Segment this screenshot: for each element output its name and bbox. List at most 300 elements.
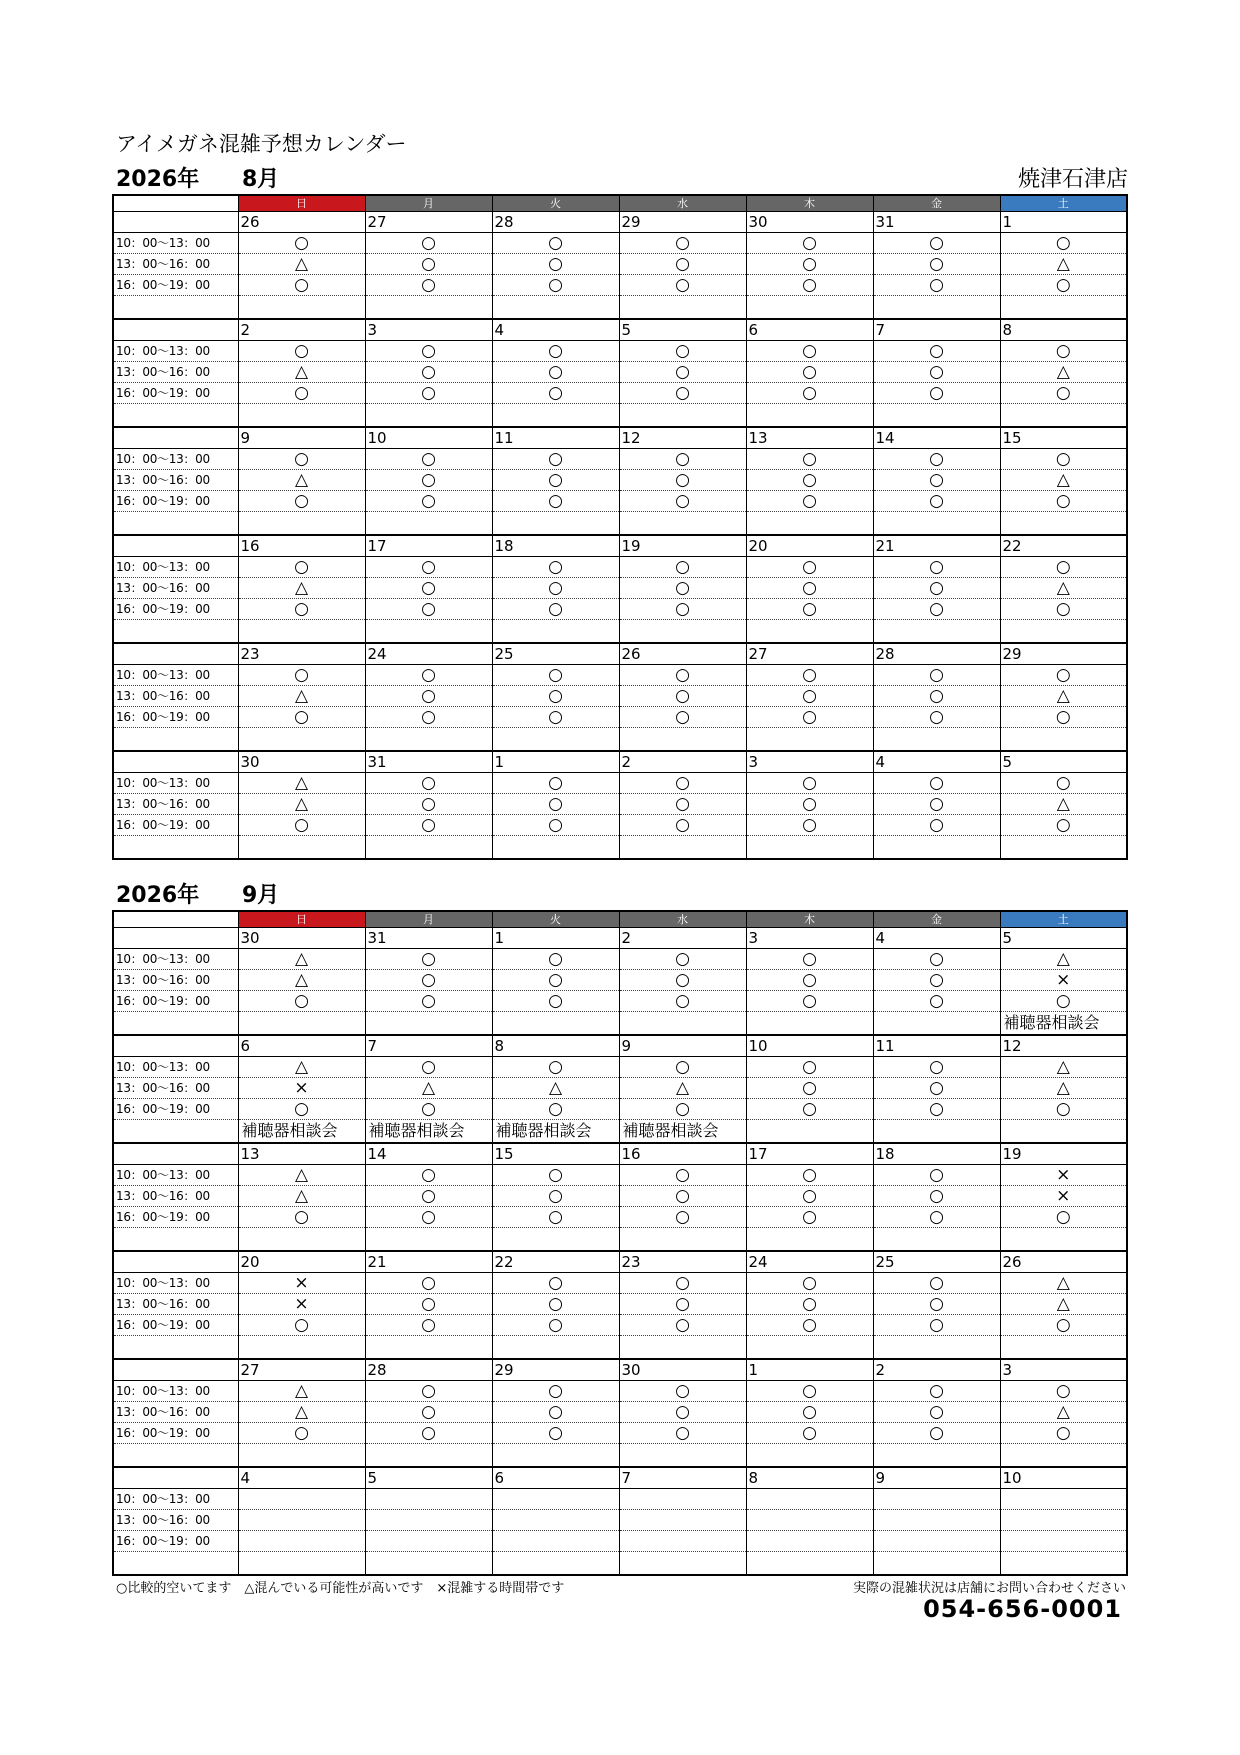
year-label: 2026年 (116, 883, 200, 908)
congestion-mark: ○ (746, 1315, 873, 1336)
event-note (746, 728, 873, 752)
date-cell: 29 (1000, 643, 1127, 665)
congestion-mark: ○ (365, 1315, 492, 1336)
congestion-mark: △ (238, 254, 365, 275)
congestion-mark: ○ (365, 1381, 492, 1402)
time-slot-row (113, 1402, 1127, 1423)
date-cell: 12 (1000, 1035, 1127, 1057)
time-slot-row (113, 949, 1127, 970)
congestion-mark: △ (1000, 949, 1127, 970)
congestion-mark: ○ (492, 686, 619, 707)
congestion-mark: ○ (492, 1402, 619, 1423)
event-note (238, 1012, 365, 1036)
congestion-mark: △ (1000, 578, 1127, 599)
date-cell: 3 (1000, 1359, 1127, 1381)
congestion-mark: ○ (365, 275, 492, 296)
date-cell: 8 (1000, 319, 1127, 341)
date-cell: 27 (365, 212, 492, 233)
time-slot-label: 13：00～16：00 (113, 970, 238, 991)
time-slot-row (113, 254, 1127, 275)
event-note (1000, 728, 1127, 752)
congestion-mark: ○ (238, 341, 365, 362)
congestion-mark: ○ (1000, 383, 1127, 404)
congestion-mark: ○ (873, 254, 1000, 275)
event-note (1000, 296, 1127, 320)
event-note (365, 1336, 492, 1360)
time-slot-row (113, 491, 1127, 512)
event-note: 補聴器相談会 (492, 1120, 619, 1144)
congestion-mark: ○ (365, 578, 492, 599)
event-note (492, 1444, 619, 1468)
event-note (238, 1552, 365, 1576)
congestion-mark: × (1000, 970, 1127, 991)
date-cell: 28 (365, 1359, 492, 1381)
congestion-mark: ○ (619, 1207, 746, 1228)
time-slot-label: 10：00～13：00 (113, 1381, 238, 1402)
congestion-mark: △ (619, 1078, 746, 1099)
congestion-mark: ○ (238, 665, 365, 686)
event-note (1000, 620, 1127, 644)
note-label-cell (113, 1228, 238, 1252)
year-label: 2026年 (116, 167, 200, 192)
date-cell: 23 (619, 1251, 746, 1273)
congestion-mark: ○ (746, 686, 873, 707)
weekday-header: 月 (365, 911, 492, 928)
event-note (873, 1444, 1000, 1468)
date-cell: 5 (1000, 751, 1127, 773)
event-note (238, 1444, 365, 1468)
date-cell: 10 (746, 1035, 873, 1057)
event-note (365, 1552, 492, 1576)
note-label-cell (113, 1552, 238, 1576)
congestion-mark: ○ (619, 491, 746, 512)
time-slot-row (113, 1057, 1127, 1078)
congestion-mark: ○ (365, 599, 492, 620)
time-slot-label: 10：00～13：00 (113, 1489, 238, 1510)
congestion-mark: △ (492, 1078, 619, 1099)
date-cell: 4 (873, 751, 1000, 773)
event-note (1000, 1552, 1127, 1576)
date-cell: 1 (492, 928, 619, 949)
time-slot-row (113, 1186, 1127, 1207)
phone-number[interactable]: 054-656-0001 (923, 1595, 1122, 1623)
time-slot-row (113, 794, 1127, 815)
congestion-mark: ○ (746, 599, 873, 620)
note-label-cell (113, 1120, 238, 1144)
note-label-cell (113, 404, 238, 428)
congestion-mark: ○ (619, 557, 746, 578)
date-cell: 16 (619, 1143, 746, 1165)
congestion-mark: ○ (746, 275, 873, 296)
congestion-mark: ○ (238, 275, 365, 296)
congestion-mark: ○ (619, 233, 746, 254)
congestion-mark: ○ (746, 233, 873, 254)
weekday-header: 火 (492, 195, 619, 212)
congestion-mark: ○ (492, 1099, 619, 1120)
event-note (746, 404, 873, 428)
calendar-august (112, 194, 1128, 860)
congestion-mark: ○ (873, 794, 1000, 815)
congestion-mark: ○ (746, 970, 873, 991)
congestion-mark: ○ (365, 665, 492, 686)
time-slot-row (113, 970, 1127, 991)
congestion-mark: ○ (746, 254, 873, 275)
date-cell: 20 (238, 1251, 365, 1273)
congestion-mark (365, 1510, 492, 1531)
time-slot-label: 13：00～16：00 (113, 578, 238, 599)
weekday-header: 金 (873, 911, 1000, 928)
congestion-mark: △ (1000, 1402, 1127, 1423)
congestion-mark: ○ (873, 1165, 1000, 1186)
date-cell: 31 (365, 751, 492, 773)
event-note (619, 512, 746, 536)
congestion-mark (746, 1510, 873, 1531)
header-blank-cell (113, 195, 238, 212)
event-note (873, 404, 1000, 428)
congestion-mark: ○ (365, 686, 492, 707)
note-label-cell (113, 296, 238, 320)
event-note (492, 728, 619, 752)
congestion-mark: △ (1000, 1078, 1127, 1099)
congestion-mark: ○ (873, 341, 1000, 362)
congestion-mark: ○ (746, 578, 873, 599)
congestion-mark: ○ (238, 1315, 365, 1336)
congestion-mark: ○ (365, 470, 492, 491)
congestion-mark: △ (238, 470, 365, 491)
event-note-row (113, 836, 1127, 860)
congestion-mark: ○ (746, 491, 873, 512)
congestion-mark: △ (1000, 1057, 1127, 1078)
event-note: 補聴器相談会 (619, 1120, 746, 1144)
note-label-cell (113, 1444, 238, 1468)
event-note (365, 512, 492, 536)
time-slot-row (113, 991, 1127, 1012)
event-note (492, 1012, 619, 1036)
congestion-mark: ○ (746, 1381, 873, 1402)
congestion-mark: ○ (873, 1078, 1000, 1099)
date-cell: 1 (746, 1359, 873, 1381)
date-cell: 5 (619, 319, 746, 341)
event-note (873, 1228, 1000, 1252)
congestion-mark: ○ (365, 362, 492, 383)
congestion-mark: ○ (746, 1078, 873, 1099)
event-note (238, 836, 365, 860)
event-note-row (113, 1552, 1127, 1576)
event-note (746, 512, 873, 536)
event-note (746, 1552, 873, 1576)
date-cell: 8 (492, 1035, 619, 1057)
congestion-mark: ○ (365, 794, 492, 815)
congestion-mark: ○ (1000, 773, 1127, 794)
congestion-mark: × (1000, 1165, 1127, 1186)
congestion-mark: ○ (492, 254, 619, 275)
time-slot-label: 16：00～19：00 (113, 1315, 238, 1336)
week-date-row (113, 928, 1127, 949)
congestion-mark: ○ (746, 949, 873, 970)
congestion-mark: ○ (619, 815, 746, 836)
event-note (873, 1012, 1000, 1036)
time-slot-label: 13：00～16：00 (113, 686, 238, 707)
congestion-mark: ○ (746, 991, 873, 1012)
month-label: 8月 (242, 167, 280, 192)
legend: ○比較的空いてます △混んでいる可能性が高いです ×混雑する時間帯です (116, 1581, 565, 1596)
time-slot-label: 13：00～16：00 (113, 1078, 238, 1099)
week-date-row (113, 643, 1127, 665)
time-slot-label: 13：00～16：00 (113, 794, 238, 815)
time-slot-label: 13：00～16：00 (113, 362, 238, 383)
congestion-mark: ○ (746, 794, 873, 815)
time-slot-row (113, 1315, 1127, 1336)
congestion-mark: ○ (365, 707, 492, 728)
calendar-september (112, 910, 1128, 1576)
time-slot-label: 10：00～13：00 (113, 773, 238, 794)
date-cell: 14 (873, 427, 1000, 449)
congestion-mark: ○ (492, 1057, 619, 1078)
weekday-header: 月 (365, 195, 492, 212)
event-note-row (113, 1228, 1127, 1252)
time-slot-row (113, 773, 1127, 794)
date-row-label-cell (113, 535, 238, 557)
event-note (873, 1336, 1000, 1360)
event-note (1000, 512, 1127, 536)
congestion-mark: ○ (746, 362, 873, 383)
congestion-mark (1000, 1531, 1127, 1552)
date-cell: 3 (365, 319, 492, 341)
date-cell: 15 (492, 1143, 619, 1165)
congestion-mark: ○ (492, 1315, 619, 1336)
time-slot-row (113, 599, 1127, 620)
page-title: アイメガネ混雑予想カレンダー (116, 132, 407, 156)
congestion-mark: ○ (619, 794, 746, 815)
congestion-mark: △ (238, 949, 365, 970)
congestion-mark: △ (1000, 254, 1127, 275)
congestion-mark: △ (238, 1381, 365, 1402)
month-label: 9月 (242, 883, 280, 908)
congestion-mark: ○ (492, 1165, 619, 1186)
time-slot-row (113, 470, 1127, 491)
congestion-mark: ○ (873, 1381, 1000, 1402)
date-cell: 29 (619, 212, 746, 233)
time-slot-label: 10：00～13：00 (113, 449, 238, 470)
weekday-header: 土 (1000, 195, 1127, 212)
date-cell: 2 (619, 751, 746, 773)
congestion-mark (619, 1489, 746, 1510)
event-note (492, 512, 619, 536)
date-cell: 10 (365, 427, 492, 449)
time-slot-label: 13：00～16：00 (113, 470, 238, 491)
event-note (238, 728, 365, 752)
congestion-mark: △ (238, 773, 365, 794)
congestion-mark: ○ (365, 949, 492, 970)
date-cell: 21 (365, 1251, 492, 1273)
event-note (619, 1228, 746, 1252)
congestion-mark: ○ (873, 1423, 1000, 1444)
date-cell: 13 (238, 1143, 365, 1165)
time-slot-label: 10：00～13：00 (113, 557, 238, 578)
event-note (873, 1552, 1000, 1576)
date-cell: 29 (492, 1359, 619, 1381)
congestion-mark: △ (1000, 1273, 1127, 1294)
event-note (238, 512, 365, 536)
congestion-mark: △ (238, 686, 365, 707)
time-slot-row (113, 383, 1127, 404)
congestion-mark: ○ (365, 233, 492, 254)
congestion-mark: ○ (746, 815, 873, 836)
congestion-mark (746, 1531, 873, 1552)
event-note (619, 296, 746, 320)
date-cell: 4 (873, 928, 1000, 949)
event-note (492, 836, 619, 860)
date-cell: 26 (619, 643, 746, 665)
congestion-mark: ○ (238, 233, 365, 254)
date-cell: 22 (1000, 535, 1127, 557)
congestion-mark: ○ (873, 233, 1000, 254)
time-slot-row (113, 1294, 1127, 1315)
congestion-mark: ○ (873, 470, 1000, 491)
date-cell: 10 (1000, 1467, 1127, 1489)
time-slot-row (113, 1165, 1127, 1186)
event-note-row (113, 1120, 1127, 1144)
congestion-mark: ○ (1000, 449, 1127, 470)
time-slot-row (113, 1531, 1127, 1552)
congestion-mark: ○ (619, 341, 746, 362)
congestion-mark: ○ (238, 491, 365, 512)
event-note (1000, 404, 1127, 428)
congestion-mark: ○ (492, 1423, 619, 1444)
congestion-mark: △ (238, 1186, 365, 1207)
event-note (746, 1120, 873, 1144)
event-note (365, 836, 492, 860)
congestion-mark: ○ (873, 449, 1000, 470)
event-note (746, 1228, 873, 1252)
time-slot-row (113, 275, 1127, 296)
date-cell: 18 (873, 1143, 1000, 1165)
congestion-mark: △ (238, 362, 365, 383)
congestion-mark: ○ (365, 1207, 492, 1228)
congestion-mark: ○ (1000, 491, 1127, 512)
date-cell: 1 (492, 751, 619, 773)
congestion-mark: ○ (492, 794, 619, 815)
time-slot-label: 16：00～19：00 (113, 599, 238, 620)
congestion-mark: ○ (873, 1099, 1000, 1120)
date-cell: 19 (1000, 1143, 1127, 1165)
congestion-mark (238, 1531, 365, 1552)
congestion-mark: ○ (873, 1186, 1000, 1207)
event-note (746, 296, 873, 320)
date-cell: 6 (746, 319, 873, 341)
time-slot-label: 16：00～19：00 (113, 1207, 238, 1228)
congestion-mark: ○ (492, 707, 619, 728)
date-cell: 2 (238, 319, 365, 341)
weekday-header-row (113, 911, 1127, 928)
date-cell: 25 (492, 643, 619, 665)
congestion-mark: ○ (619, 1099, 746, 1120)
event-note: 補聴器相談会 (1000, 1012, 1127, 1036)
congestion-mark: ○ (492, 991, 619, 1012)
date-cell: 13 (746, 427, 873, 449)
congestion-mark: × (238, 1078, 365, 1099)
event-note (492, 620, 619, 644)
congestion-mark: ○ (619, 773, 746, 794)
time-slot-label: 13：00～16：00 (113, 1294, 238, 1315)
time-slot-label: 10：00～13：00 (113, 949, 238, 970)
congestion-mark: ○ (365, 815, 492, 836)
congestion-mark: ○ (873, 665, 1000, 686)
congestion-mark: ○ (619, 949, 746, 970)
month-heading-august (116, 162, 279, 193)
week-date-row (113, 212, 1127, 233)
congestion-mark (619, 1510, 746, 1531)
congestion-mark: ○ (746, 449, 873, 470)
event-note (619, 1444, 746, 1468)
date-cell: 4 (492, 319, 619, 341)
event-note (238, 620, 365, 644)
congestion-mark: ○ (873, 275, 1000, 296)
congestion-mark: ○ (365, 970, 492, 991)
congestion-mark: ○ (619, 470, 746, 491)
weekday-header: 金 (873, 195, 1000, 212)
congestion-mark: ○ (365, 1294, 492, 1315)
congestion-mark: ○ (492, 341, 619, 362)
weekday-header: 火 (492, 911, 619, 928)
time-slot-label: 16：00～19：00 (113, 1099, 238, 1120)
congestion-mark: ○ (365, 991, 492, 1012)
congestion-mark: ○ (873, 970, 1000, 991)
weekday-header: 土 (1000, 911, 1127, 928)
event-note (746, 1336, 873, 1360)
event-note (1000, 836, 1127, 860)
date-cell: 14 (365, 1143, 492, 1165)
time-slot-row (113, 233, 1127, 254)
congestion-mark: ○ (365, 1273, 492, 1294)
date-row-label-cell (113, 319, 238, 341)
congestion-mark: ○ (619, 707, 746, 728)
congestion-mark: ○ (619, 1423, 746, 1444)
event-note (873, 728, 1000, 752)
date-row-label-cell (113, 928, 238, 949)
date-cell: 16 (238, 535, 365, 557)
event-note (746, 836, 873, 860)
congestion-mark: ○ (492, 491, 619, 512)
time-slot-row (113, 1510, 1127, 1531)
note-label-cell (113, 1336, 238, 1360)
congestion-mark: ○ (873, 1207, 1000, 1228)
congestion-mark: ○ (492, 599, 619, 620)
congestion-mark: ○ (492, 275, 619, 296)
weekday-header: 日 (238, 911, 365, 928)
event-note (873, 296, 1000, 320)
congestion-mark: ○ (746, 341, 873, 362)
time-slot-row (113, 1273, 1127, 1294)
week-date-row (113, 1359, 1127, 1381)
date-row-label-cell (113, 1035, 238, 1057)
event-note: 補聴器相談会 (238, 1120, 365, 1144)
time-slot-label: 10：00～13：00 (113, 665, 238, 686)
congestion-mark: ○ (238, 449, 365, 470)
time-slot-label: 13：00～16：00 (113, 1510, 238, 1531)
event-note (873, 512, 1000, 536)
congestion-mark: ○ (619, 383, 746, 404)
date-cell: 22 (492, 1251, 619, 1273)
date-cell: 9 (873, 1467, 1000, 1489)
date-cell: 11 (873, 1035, 1000, 1057)
event-note-row (113, 620, 1127, 644)
event-note (365, 1012, 492, 1036)
time-slot-label: 13：00～16：00 (113, 1186, 238, 1207)
congestion-mark: ○ (746, 1165, 873, 1186)
date-cell: 24 (365, 643, 492, 665)
note-label-cell (113, 836, 238, 860)
